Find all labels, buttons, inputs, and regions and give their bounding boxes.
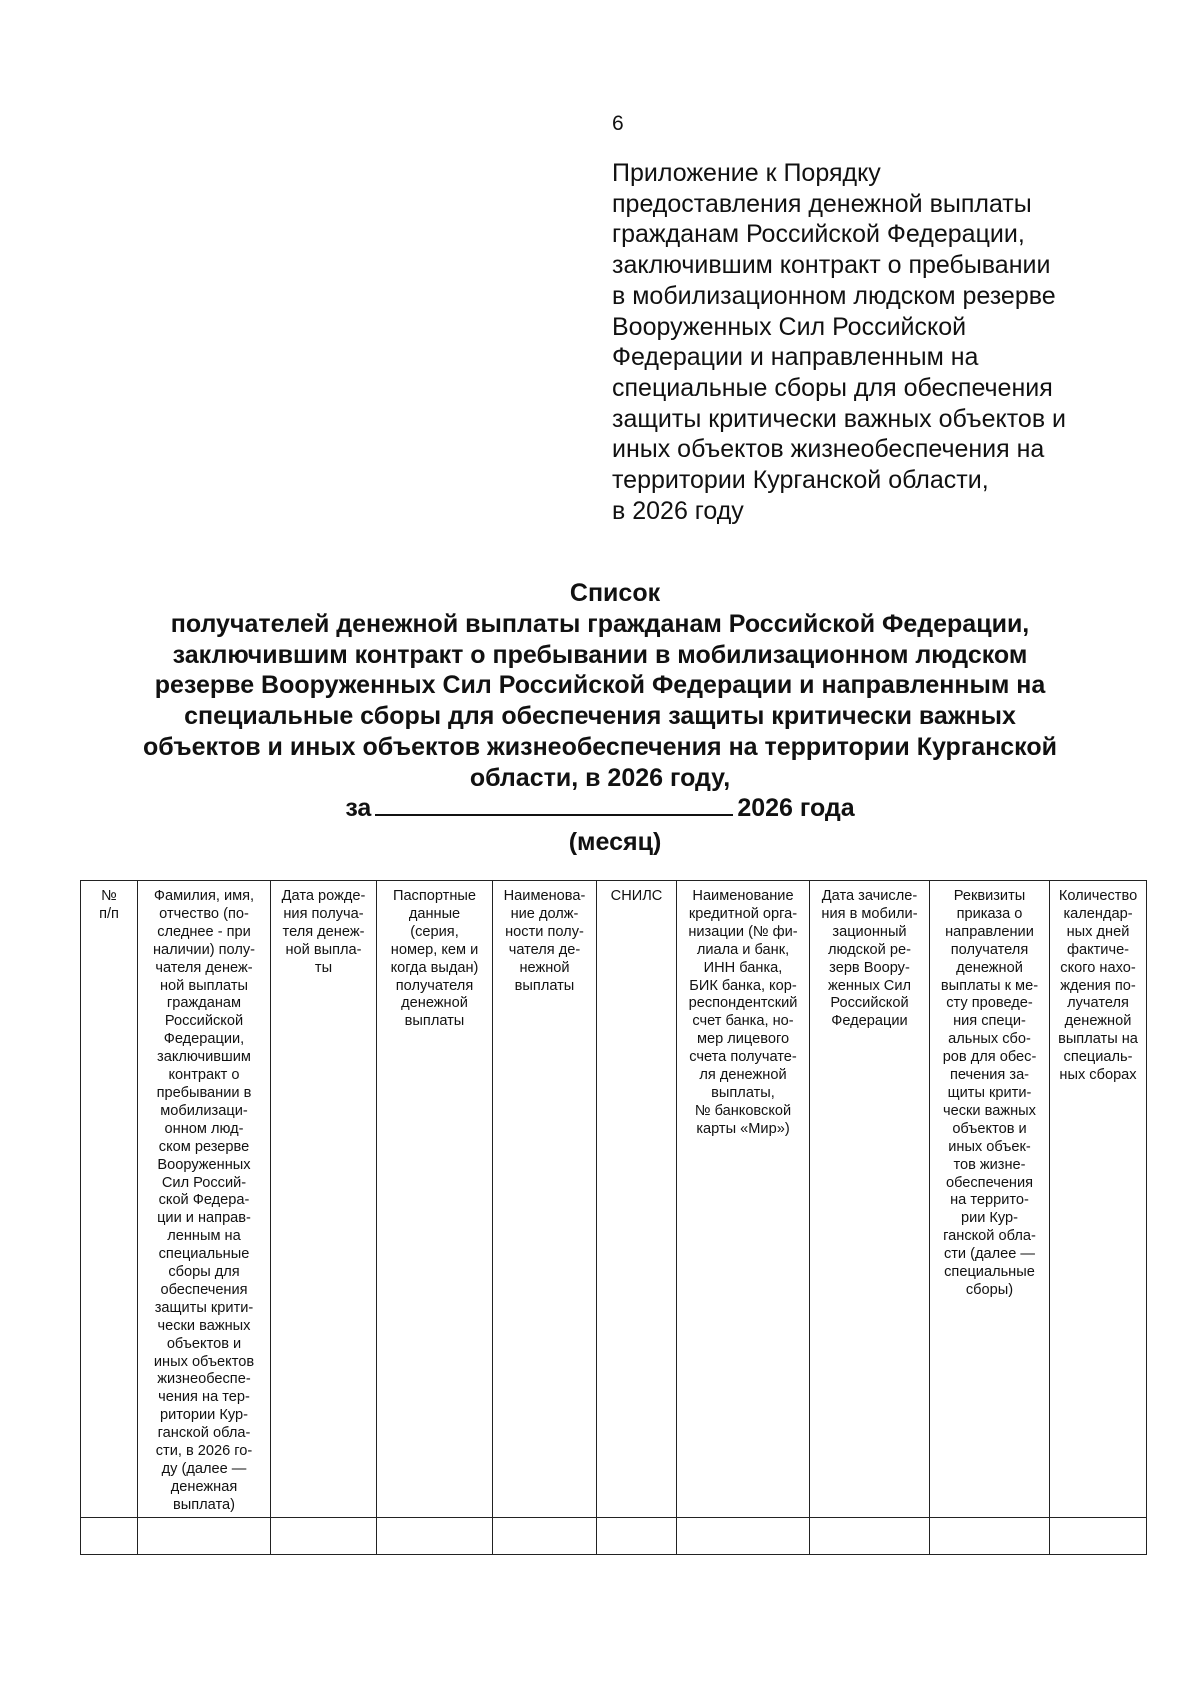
month-caption: (месяц) (568, 828, 662, 856)
title-heading: Список (569, 579, 661, 607)
table-cell (1050, 1517, 1147, 1554)
table-cell (493, 1517, 597, 1554)
table-cell (810, 1517, 930, 1554)
recipients-table (80, 880, 1147, 1555)
table-row (81, 1517, 1147, 1554)
appendix-line: специальные сборы для обеспечения (612, 373, 1053, 402)
column-header: Дата зачисле- ния в мобили- зационный людской ре- зерв Воору- женных Сил Российской Федерации (810, 881, 930, 1518)
appendix-line: Приложение к Порядку (612, 159, 881, 187)
title-line: специальные сборы для обеспечения защиты критически важных (184, 702, 1016, 731)
title-line: заключившим контракт о пребывании в мобилизационном людском (172, 640, 1028, 669)
column-header: Наименова- ние долж- ности полу- чателя де- нежной выплаты (493, 881, 597, 1518)
column-header: Фамилия, имя, отчество (по- следнее - при наличии) полу- чателя денеж- ной выплаты гражданам Российской Федерации, заключившим контракт о пребывании в мобилизаци- онном люд- ском резерве Вооруженных Сил Россий- ской Федера- ции и направ- ленным на специальные сборы для обеспечения защиты крити- чески важных объектов и иных объектов жизнеобеспе- чения на тер- ритории Кур- ганской обла- сти, в 2026 го- ду (далее — денежная выплата) (138, 881, 271, 1518)
column-header: СНИЛС (597, 881, 677, 1518)
title-line: получателей денежной выплаты гражданам Российской Федерации, (170, 609, 1030, 638)
month-blank-field (375, 792, 733, 816)
column-header: Дата рожде- ния получа- теля денеж- ной выпла- ты (271, 881, 377, 1518)
appendix-line: гражданам Российской Федерации, (612, 220, 1025, 249)
column-header: № п/п (81, 881, 138, 1518)
table-cell (271, 1517, 377, 1554)
column-header: Реквизиты приказа о направлении получателя денежной выплаты к ме- сту проведе- ния специ- альных сбо- ров для обес- печения за- щиты крити- чески важных объектов и иных объек- тов жизне- обеспечения на террито- рии Кур- ганской обла- сти (далее — специальные сборы) (930, 881, 1050, 1518)
table-cell (81, 1517, 138, 1554)
period-prefix: за (345, 794, 372, 822)
title-line: объектов и иных объектов жизнеобеспечения на территории Курганской (143, 732, 1057, 761)
title-line: области, в 2026 году, (469, 763, 731, 792)
appendix-reference (612, 158, 1112, 526)
table-cell (377, 1517, 493, 1554)
appendix-line: Вооруженных Сил Российской (612, 312, 967, 341)
column-header: Количество календар- ных дней фактиче- ского нахо- ждения по- лучателя денежной выплаты на специаль- ных сборах (1050, 881, 1147, 1518)
table-cell (930, 1517, 1050, 1554)
page-number: 6 (612, 112, 624, 135)
table-cell (138, 1517, 271, 1554)
table-header-row (81, 881, 1147, 1518)
document-title (100, 578, 1100, 794)
appendix-line: Федерации и направленным на (612, 343, 979, 372)
table-cell (677, 1517, 810, 1554)
appendix-line: предоставления денежной выплаты (612, 189, 1032, 218)
appendix-line: в 2026 году (612, 496, 744, 525)
title-line: резерве Вооруженных Сил Российской Федерации и направленным на (154, 671, 1046, 700)
appendix-line: защиты критически важных объектов и (612, 404, 1067, 433)
appendix-line: иных объектов жизнеобеспечения на (612, 435, 1045, 464)
column-header: Паспортные данные (серия, номер, кем и когда выдан) получателя денежной выплаты (377, 881, 493, 1518)
period-suffix: 2026 года (737, 794, 855, 822)
table-cell (597, 1517, 677, 1554)
column-header: Наименование кредитной орга- низации (№ фи- лиала и банк, ИНН банка, БИК банка, кор- респондентский счет банка, но- мер лицевого счета получате- ля денежной выплаты, № банковской карты «Мир») (677, 881, 810, 1518)
appendix-line: территории Курганской области, (612, 466, 989, 495)
appendix-line: в мобилизационном людском резерве (612, 281, 1056, 310)
period-line (0, 792, 1200, 823)
appendix-line: заключившим контракт о пребывании (612, 251, 1051, 280)
